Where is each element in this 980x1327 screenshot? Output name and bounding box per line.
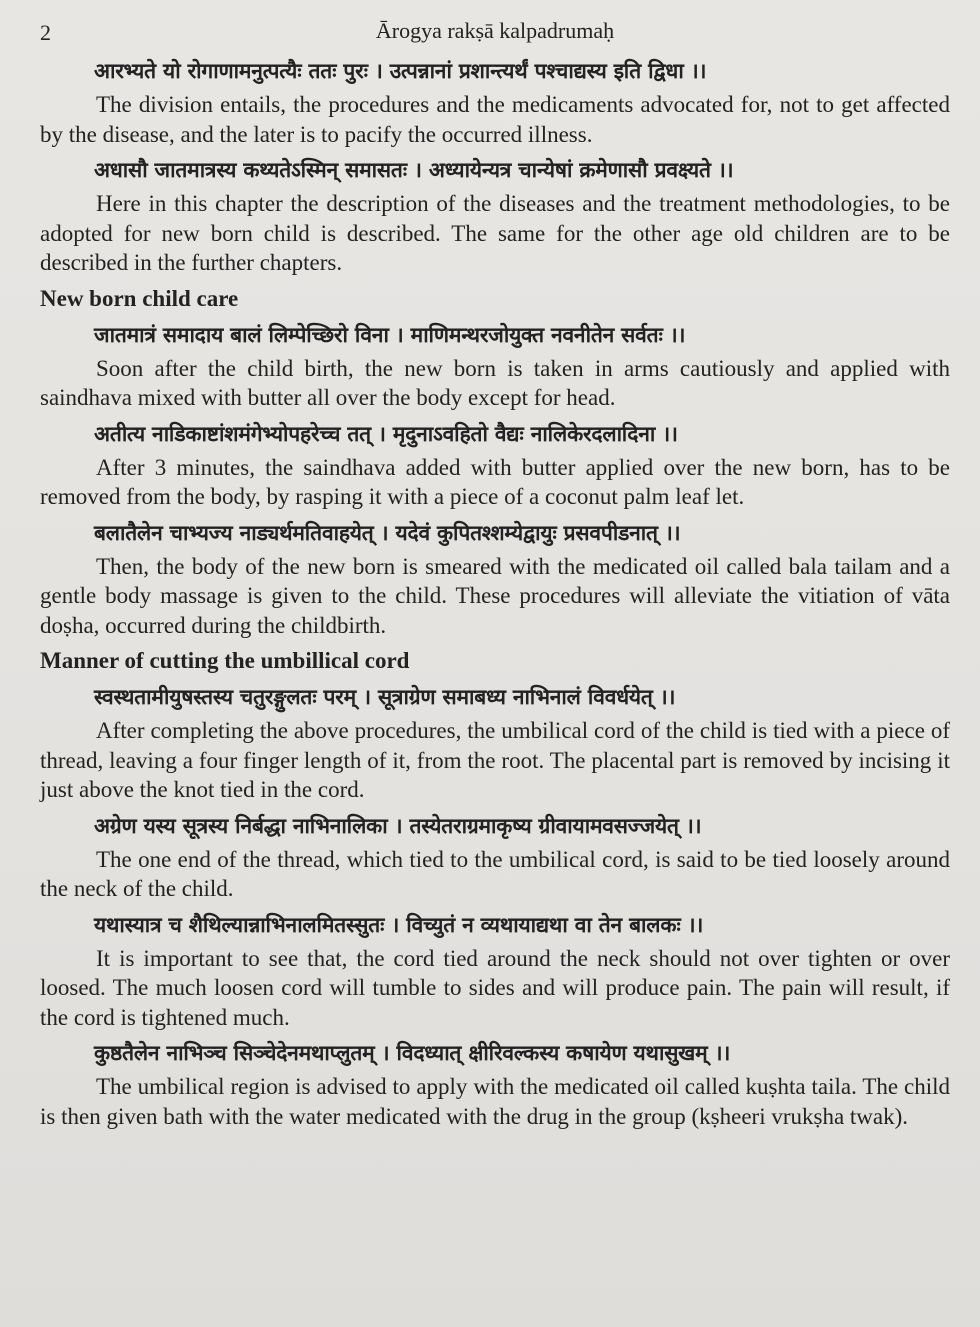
section-heading: Manner of cutting the umbillical cord (40, 648, 410, 673)
translation-paragraph: After 3 minutes, the saindhava added with butter applied over the new born, has to be removed from the body, by rasping it with a piece of a coconut palm leaf let. (40, 454, 950, 509)
sanskrit-verse: अतीत्य नाडिकाष्टांशमंगेभ्योपहरेच्च तत् । मृदुनाऽवहितो वैद्यः नालिकेरदलादिना ।। (94, 421, 678, 446)
section-heading: New born child care (40, 285, 239, 311)
page-header (40, 16, 950, 50)
translation-paragraph: After completing the above procedures, the umbilical cord of the child is tied with a piece of thread, leaving a four finger length of it, from the root. The placental part is removed by incising it just above the knot tied in the cord. (40, 718, 950, 802)
translation-paragraph: It is important to see that, the cord tied around the neck should not over tighten or over loosed. The much loosen cord will tumble to sides and will produce pain. The pain will result, if the cord is tightened much. (40, 945, 950, 1030)
sanskrit-verse: जातमात्रं समादाय बालं लिम्पेच्छिरो विना । माणिमन्थरजोयुक्त नवनीतेन सर्वतः ।। (94, 322, 686, 347)
translation-paragraph: The one end of the thread, which tied to the umbilical cord, is said to be tied loosely around the neck of the child. (40, 846, 950, 901)
sanskrit-verse: कुष्ठतैलेन नाभिञ्च सिञ्चेदेनमथाप्लुतम् । विदध्यात् क्षीरिवल्कस्य कषायेण यथासुखम् ।। (94, 1041, 731, 1065)
translation-paragraph: Here in this chapter the description of the diseases and the treatment methodologies, to be adopted for new born child is described. The same for the other age old children are to be described in the further chapters. (40, 191, 950, 275)
translation-paragraph: The umbilical region is advised to apply with the medicated oil called kuṣhta taila. The child is then given bath with the water medicated with the drug in the group (kṣheeri vrukṣha twak). (40, 1074, 950, 1129)
translation-paragraph: Soon after the child birth, the new born is taken in arms cautiously and applied with saindhava mixed with butter all over the body except for head. (40, 355, 950, 410)
sanskrit-verse: बलातैलेन चाभ्यज्य नाड्यर्थमतिवाहयेत् । यदेवं कुपितश्शम्येद्वायुः प्रसवपीडनात् ।। (94, 520, 681, 545)
page-number: 2 (40, 20, 51, 45)
sanskrit-verse: यथास्यात्र च शैथिल्यान्नाभिनालमितस्सुतः । विच्युतं न व्यथायाद्यथा वा तेन बालकः ।। (94, 912, 704, 937)
sanskrit-verse: अग्रेण यस्य सूत्रस्य निर्बद्धा नाभिनालिका । तस्येतराग्रमाकृष्य ग्रीवायामवसज्जयेत् ।। (94, 813, 702, 838)
translation-paragraph: The division entails, the procedures and the medicaments advocated for, not to get affected by the disease, and the later is to pacify the occurred illness. (40, 92, 950, 147)
sanskrit-verse: स्वस्थतामीयुषस्तस्य चतुरङ्गुलतः परम् । सूत्राग्रेण समाबध्य नाभिनालं विवर्धयेत् ।। (94, 685, 676, 709)
sanskrit-verse: अधासौ जातमात्रस्य कथ्यतेऽस्मिन् समासतः । अध्यायेन्यत्र चान्येषां क्रमेणासौ प्रवक्ष्यते ।। (94, 158, 734, 182)
translation-paragraph: Then, the body of the new born is smeared with the medicated oil called bala tailam and a gentle body massage is given to the child. These procedures will alleviate the vitiation of vāta doṣha, occurred during the childbirth. (40, 553, 950, 638)
page-content (40, 56, 950, 1131)
sanskrit-verse: आरभ्यते यो रोगाणामनुत्पत्यैः ततः पुरः । उत्पन्नानां प्रशान्त्यर्थं पश्चाद्यस्य इति द्विधा ।। (94, 59, 707, 83)
running-title: Ārogya rakṣā kalpadrumaḥ (375, 18, 615, 43)
